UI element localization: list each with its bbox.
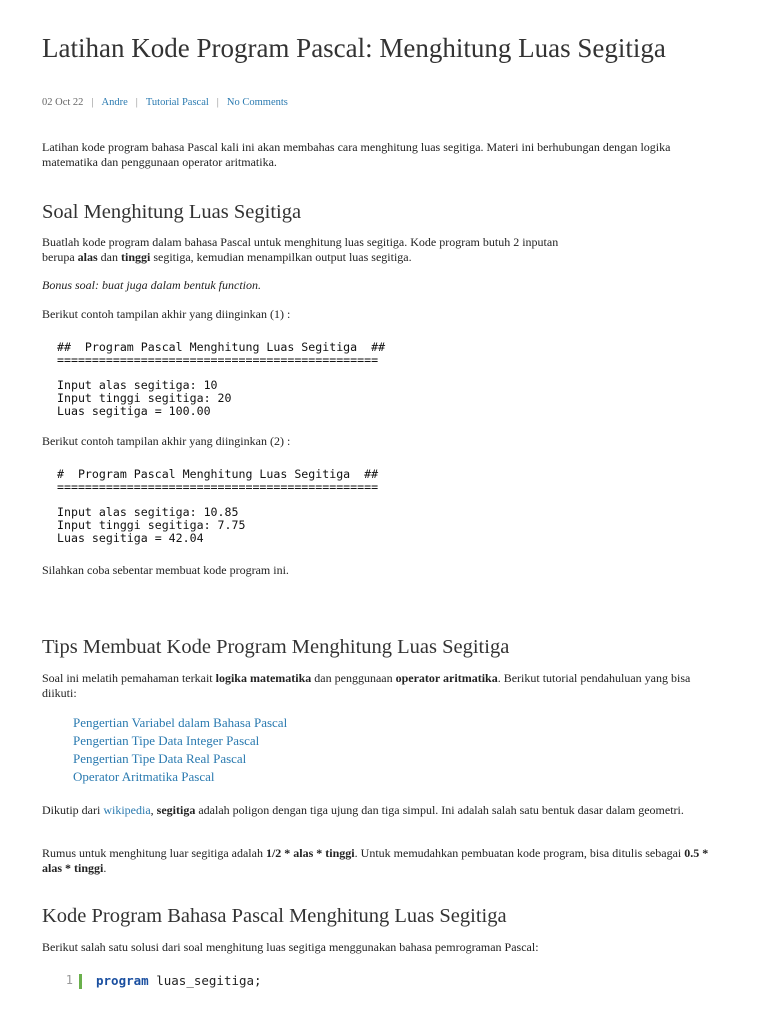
soal-text: segitiga, kemudian menampilkan output luas segitiga. <box>150 250 412 264</box>
code-line <box>96 973 262 988</box>
code-text: luas_segitiga; <box>148 973 262 988</box>
formula-text: Rumus untuk menghitung luar segitiga adalah <box>42 846 266 860</box>
meta-separator: | <box>135 97 138 108</box>
code-line-marker <box>79 974 82 989</box>
section-heading-kode: Kode Program Bahasa Pascal Menghitung Luas Segitiga <box>42 905 507 927</box>
soal-text: Buatlah kode program dalam bahasa Pascal untuk menghitung luas segitiga. Kode program butuh 2 inputan <box>42 235 559 249</box>
example1-intro: Berikut contoh tampilan akhir yang diinginkan (1) : <box>42 307 291 321</box>
page-title: Latihan Kode Program Pascal: Menghitung Luas Segitiga <box>42 33 666 63</box>
post-meta <box>42 97 288 108</box>
soal-bold-tinggi: tinggi <box>121 250 151 264</box>
link-real[interactable]: Pengertian Tipe Data Real Pascal <box>73 751 247 766</box>
wiki-text: adalah poligon dengan tiga ujung dan tiga simpul. Ini adalah salah satu bentuk dasar dalam geometri. <box>195 803 684 817</box>
kode-intro: Berikut salah satu solusi dari soal menghitung luas segitiga menggunakan bahasa pemrograman Pascal: <box>42 940 539 954</box>
formula-text: . <box>103 861 107 875</box>
intro-paragraph: Latihan kode program bahasa Pascal kali ini akan membahas cara menghitung luas segitiga. Materi ini berhubungan dengan logika matematika dan penggunaan operator aritmatika. <box>42 140 671 169</box>
formula-text: . Untuk memudahkan pembuatan kode program, bisa ditulis sebagai <box>354 846 685 860</box>
line-number: 1 <box>65 973 73 987</box>
section-heading-soal: Soal Menghitung Luas Segitiga <box>42 201 302 223</box>
example1-output: ## Program Pascal Menghitung Luas Segitiga ## ============================================== Input alas segitiga: 10 Input tinggi segitiga: 20 Luas segitiga = 100.00 <box>57 340 386 418</box>
section-heading-tips: Tips Membuat Kode Program Menghitung Luas Segitiga <box>42 636 510 658</box>
comments-link[interactable]: No Comments <box>226 97 288 108</box>
tips-bold: logika matematika <box>215 671 312 685</box>
formula-bold: 1/2 * alas * tinggi <box>265 846 355 860</box>
tips-text: . Berikut tutorial pendahuluan yang bisa diikuti: <box>42 671 691 700</box>
post-date: 02 Oct 22 <box>42 97 84 108</box>
link-integer[interactable]: Pengertian Tipe Data Integer Pascal <box>73 733 260 748</box>
link-operator[interactable]: Operator Aritmatika Pascal <box>73 769 215 784</box>
tutorial-links <box>73 714 287 786</box>
wikipedia-link[interactable]: wikipedia <box>103 803 151 817</box>
closing-paragraph: Silahkan coba sebentar membuat kode program ini. <box>42 563 289 577</box>
tips-text: dan penggunaan <box>311 671 396 685</box>
bonus-paragraph: Bonus soal: buat juga dalam bentuk function. <box>42 278 261 292</box>
tips-paragraph <box>42 671 712 701</box>
soal-paragraph <box>42 235 712 265</box>
author-link[interactable]: Andre <box>101 97 128 108</box>
tips-bold: operator aritmatika <box>395 671 498 685</box>
meta-separator: | <box>216 97 219 108</box>
wiki-text: Dikutip dari <box>42 803 104 817</box>
soal-text: berupa <box>42 250 78 264</box>
wiki-bold: segitiga <box>156 803 196 817</box>
soal-text: dan <box>97 250 121 264</box>
example2-intro: Berikut contoh tampilan akhir yang diinginkan (2) : <box>42 434 291 448</box>
tips-text: Soal ini melatih pemahaman terkait <box>42 671 216 685</box>
link-variabel[interactable]: Pengertian Variabel dalam Bahasa Pascal <box>73 715 288 730</box>
category-link[interactable]: Tutorial Pascal <box>145 97 209 108</box>
example2-output: # Program Pascal Menghitung Luas Segitiga ## ============================================== Input alas segitiga: 10.85 Input tinggi segitiga: 7.75 Luas segitiga = 42.04 <box>57 467 379 545</box>
code-keyword: program <box>96 973 149 988</box>
wiki-text: , <box>150 803 157 817</box>
code-block <box>63 973 663 993</box>
wikipedia-paragraph <box>42 803 712 818</box>
formula-bold: 0.5 * alas * tinggi <box>42 846 709 875</box>
meta-separator: | <box>91 97 94 108</box>
formula-paragraph <box>42 846 712 876</box>
soal-bold-alas: alas <box>77 250 98 264</box>
